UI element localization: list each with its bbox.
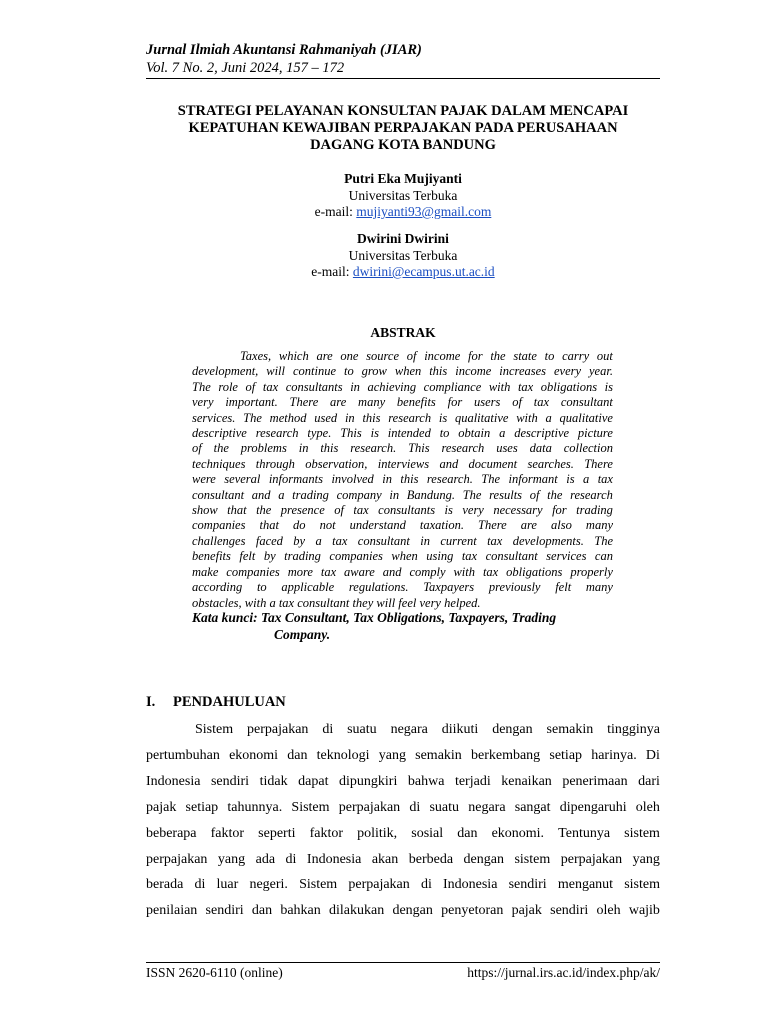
paper-title [140, 103, 666, 154]
title-line: STRATEGI PELAYANAN KONSULTAN PAJAK DALAM MENCAPAI [177, 103, 629, 119]
abstract-line: very important. There are many benefits for users of tax consultant [192, 395, 613, 410]
author-affiliation: Universitas Terbuka [348, 187, 458, 203]
abstract-heading: ABSTRAK [370, 325, 436, 340]
volume-info: Vol. 7 No. 2, Juni 2024, 157 – 172 [146, 60, 345, 76]
author-email-line [146, 264, 660, 281]
author-name: Dwirini Dwirini [357, 231, 449, 246]
section-number: I. [146, 694, 156, 710]
journal-header [146, 42, 660, 77]
body-line: pertumbuhan ekonomi dan teknologi yang semakin berkembang setiap harinya. Di [146, 747, 660, 763]
author-name: Putri Eka Mujiyanti [344, 171, 462, 186]
body-line: perpajakan yang ada di Indonesia akan berbeda dengan sistem perpajakan yang [146, 851, 660, 867]
body-line: berada di luar negeri. Sistem perpajakan di Indonesia sendiri menganut sistem [146, 877, 660, 893]
journal-url[interactable]: https://jurnal.irs.ac.id/index.php/ak/ [467, 965, 660, 980]
title-line: KEPATUHAN KEWAJIBAN PERPAJAKAN PADA PERUSAHAAN [188, 120, 618, 136]
abstract-line: The role of tax consultants in achieving compliance with tax obligations is [192, 379, 613, 394]
abstract-line: obstacles, with a tax consultant they will feel very helped. [192, 595, 481, 610]
abstract-line: challenges faced by a tax consultant in current tax developments. The [192, 533, 613, 548]
abstract-line: techniques through observation, interviews and document searches. There [192, 456, 613, 471]
keywords-text: Tax Consultant, Tax Obligations, Taxpayers, Trading [261, 610, 557, 625]
abstract-line: consultant and a trading company in Bandung. The results of the research [192, 487, 613, 502]
abstract-line: services. The method used in this research is qualitative with a qualitative [192, 410, 613, 425]
body-line: Sistem perpajakan di suatu negara diikuti dengan semakin tingginya [195, 722, 660, 737]
abstract-line: according to applicable regulations. Taxpayers previously felt many [192, 580, 613, 595]
author-email-link[interactable]: mujiyanti93@gmail.com [356, 204, 492, 219]
title-line: DAGANG KOTA BANDUNG [310, 137, 496, 153]
abstract-line: descriptive research type. This is intended to obtain a descriptive picture [192, 426, 613, 441]
section-heading [146, 694, 286, 711]
abstract-line: benefits felt by trading companies when using tax consultant services can [192, 549, 613, 564]
author-email-link[interactable]: dwirini@ecampus.ut.ac.id [352, 264, 495, 279]
author-block [146, 231, 660, 281]
journal-name: Jurnal Ilmiah Akuntansi Rahmaniyah (JIAR) [146, 42, 422, 58]
page-footer [146, 964, 660, 981]
author-block [146, 171, 660, 221]
abstract-line: show that the presence of tax consultants is very necessary for trading [192, 503, 613, 518]
author-affiliation: Universitas Terbuka [348, 247, 458, 263]
abstract-line: Taxes, which are one source of income for the state to carry out [240, 349, 613, 363]
body-line: penilaian sendiri dan bahkan dilakukan dengan penyetoran pajak sendiri oleh wajib [146, 903, 660, 919]
keywords [192, 609, 622, 643]
abstract-body [192, 349, 613, 611]
keywords-line [192, 609, 622, 626]
abstract-line: companies that do not understand taxation. There are also many [192, 518, 613, 533]
section-body [146, 717, 660, 924]
email-label: e-mail: [311, 264, 353, 279]
issn: ISSN 2620-6110 (online) [146, 965, 283, 980]
body-line: Indonesia sendiri tidak dapat dipungkiri bahwa terjadi kenaikan penerimaan dari [146, 773, 660, 789]
keywords-line: Company. [274, 627, 331, 642]
footer-rule [146, 962, 660, 963]
author-email-line [146, 204, 660, 221]
body-line: pajak setiap tahunnya. Sistem perpajakan di suatu negara sangat dipengaruhi oleh [146, 799, 660, 815]
abstract-line: make companies more tax aware and comply with tax obligations properly [192, 564, 613, 579]
header-rule [146, 78, 660, 79]
abstract-line: of the problems in this research. This research uses data collection [192, 441, 613, 456]
abstract-line: were several informants involved in this research. The informant is a tax [192, 472, 613, 487]
section-title: PENDAHULUAN [173, 694, 286, 710]
keywords-label: Kata kunci: [192, 610, 262, 625]
abstract-line: development, will continue to grow when this income increases every year. [192, 364, 613, 379]
email-label: e-mail: [314, 204, 357, 219]
body-line: beberapa faktor seperti faktor politik, sosial dan ekonomi. Tentunya sistem [146, 825, 660, 841]
